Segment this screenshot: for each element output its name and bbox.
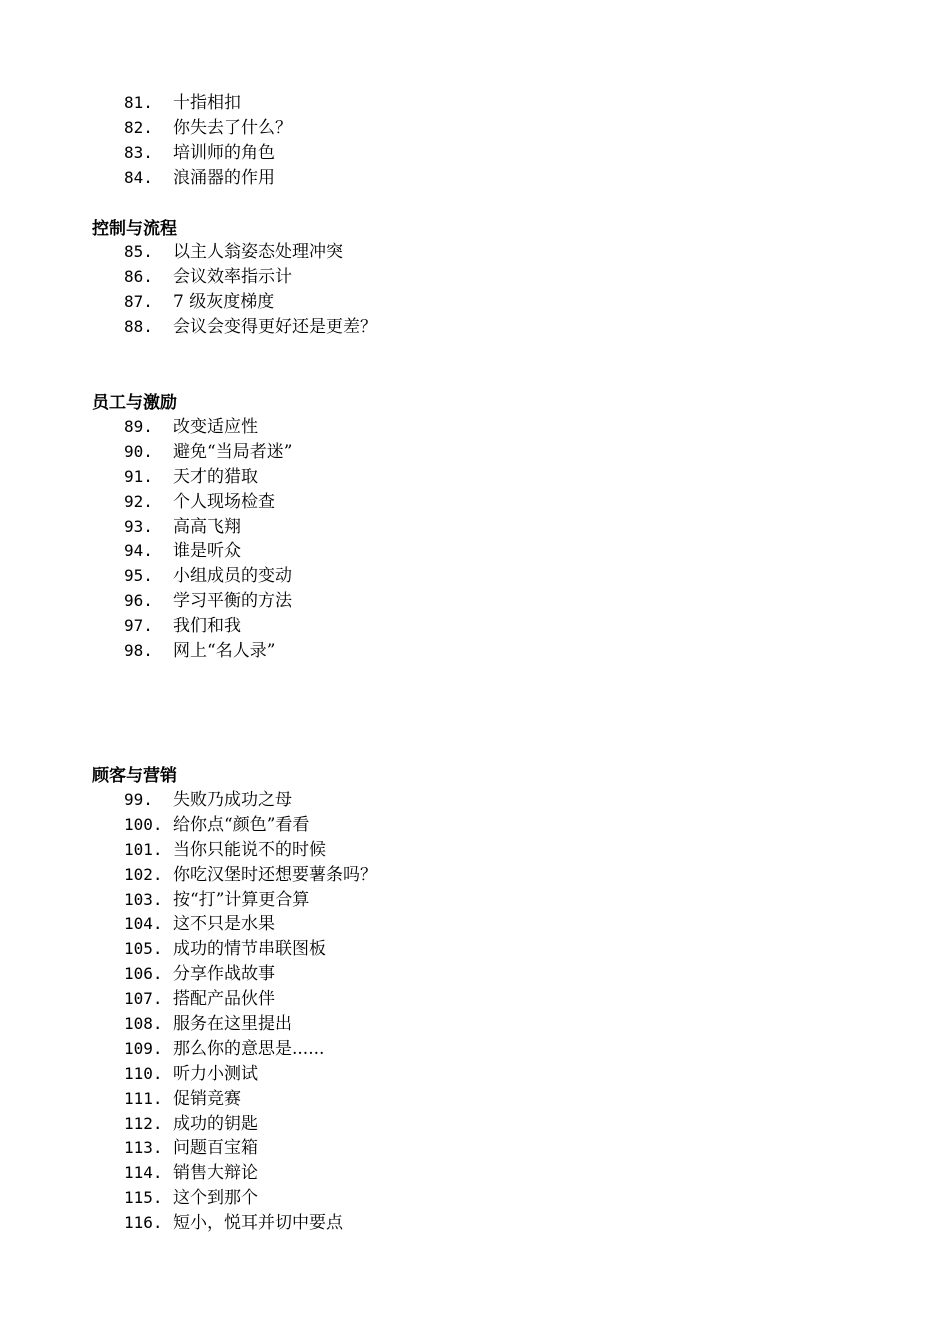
- list-item: [0, 564, 950, 589]
- item-text: 服务在这里提出: [173, 1014, 292, 1035]
- item-text: 这不只是水果: [173, 914, 275, 935]
- item-text: 个人现场检查: [173, 491, 275, 512]
- list-item: [0, 1037, 950, 1062]
- item-number: 86.: [124, 266, 153, 286]
- item-text: 成功的钥匙: [173, 1113, 258, 1134]
- item-number: 97.: [124, 616, 153, 636]
- list-item: [0, 91, 950, 116]
- list-item: [0, 813, 950, 838]
- item-number: 103.: [124, 889, 163, 909]
- list-marketing: [0, 788, 950, 1236]
- list-item: [0, 937, 950, 962]
- item-number: 82.: [124, 117, 153, 137]
- item-text: 会议效率指示计: [173, 266, 292, 287]
- item-number: 114.: [124, 1163, 163, 1183]
- item-number: 101.: [124, 839, 163, 859]
- item-number: 90.: [124, 441, 153, 461]
- item-number: 112.: [124, 1113, 163, 1133]
- item-number: 105.: [124, 939, 163, 959]
- item-text: 小组成员的变动: [173, 566, 292, 587]
- item-text: 天才的猎取: [173, 466, 258, 487]
- item-text: 促销竞赛: [173, 1088, 241, 1109]
- list-staff: [0, 415, 950, 664]
- list-item: [0, 265, 950, 290]
- item-text: 学习平衡的方法: [173, 591, 292, 612]
- item-number: 115.: [124, 1188, 163, 1208]
- item-number: 107.: [124, 989, 163, 1009]
- item-text: 避免“当局者迷”: [173, 441, 293, 462]
- list-item: [0, 490, 950, 515]
- list-item: [0, 315, 950, 340]
- item-number: 99.: [124, 790, 153, 809]
- item-number: 116.: [124, 1213, 163, 1233]
- item-text: 这个到那个: [173, 1188, 258, 1209]
- section-heading-staff: 员工与激励: [92, 393, 177, 413]
- item-number: 89.: [124, 417, 153, 436]
- list-item: [0, 1136, 950, 1161]
- section-heading-control: 控制与流程: [92, 219, 177, 239]
- list-item: [0, 465, 950, 490]
- list-item: [0, 440, 950, 465]
- list-item: [0, 515, 950, 540]
- list-item: [0, 415, 950, 440]
- list-item: [0, 788, 950, 813]
- list-item: [0, 1161, 950, 1186]
- section-heading-marketing: 顾客与营销: [92, 766, 177, 786]
- item-text: 十指相扣: [173, 93, 241, 113]
- item-text: 改变适应性: [173, 417, 258, 437]
- list-top: [0, 91, 950, 191]
- list-item: [0, 863, 950, 888]
- list-item: [0, 589, 950, 614]
- list-item: [0, 912, 950, 937]
- item-number: 113.: [124, 1138, 163, 1158]
- item-number: 108.: [124, 1014, 163, 1034]
- item-text: 高高飞翔: [173, 516, 241, 537]
- list-item: [0, 240, 950, 265]
- list-item: [0, 1012, 950, 1037]
- item-text: 浪涌器的作用: [173, 167, 275, 188]
- item-text: 听力小测试: [173, 1063, 258, 1084]
- item-number: 95.: [124, 566, 153, 586]
- item-number: 85.: [124, 242, 153, 261]
- item-number: 106.: [124, 964, 163, 984]
- item-number: 98.: [124, 641, 153, 661]
- list-item: [0, 1112, 950, 1137]
- item-text: 短小，悦耳并切中要点: [173, 1213, 343, 1234]
- item-text: 谁是听众: [173, 541, 241, 562]
- item-text: 成功的情节串联图板: [173, 939, 326, 960]
- item-number: 109.: [124, 1038, 163, 1058]
- item-text: 以主人翁姿态处理冲突: [173, 242, 343, 262]
- list-item: [0, 166, 950, 191]
- item-number: 83.: [124, 142, 153, 162]
- item-number: 102.: [124, 864, 163, 884]
- item-number: 81.: [124, 93, 153, 112]
- item-text: 你失去了什么？: [173, 117, 292, 138]
- item-number: 92.: [124, 491, 153, 511]
- item-text: 培训师的角色: [173, 142, 275, 163]
- item-text: 销售大辩论: [173, 1163, 258, 1184]
- list-item: [0, 539, 950, 564]
- item-text: 我们和我: [173, 616, 241, 637]
- item-text: 失败乃成功之母: [173, 790, 292, 810]
- item-text: 当你只能说不的时候: [173, 839, 326, 860]
- list-item: [0, 639, 950, 664]
- list-item: [0, 1186, 950, 1211]
- item-number: 104.: [124, 914, 163, 934]
- list-item: [0, 1062, 950, 1087]
- item-number: 111.: [124, 1088, 163, 1108]
- item-number: 93.: [124, 516, 153, 536]
- list-item: [0, 614, 950, 639]
- item-number: 100.: [124, 814, 163, 834]
- item-number: 88.: [124, 316, 153, 336]
- item-number: 94.: [124, 541, 153, 561]
- item-number: 84.: [124, 167, 153, 187]
- list-item: [0, 888, 950, 913]
- item-text: 分享作战故事: [173, 964, 275, 985]
- item-text: 网上“名人录”: [173, 641, 276, 662]
- list-item: [0, 962, 950, 987]
- item-text: 7 级灰度梯度: [173, 291, 275, 312]
- list-item: [0, 1087, 950, 1112]
- item-text: 按“打”计算更合算: [173, 889, 310, 910]
- item-text: 给你点“颜色”看看: [173, 814, 310, 835]
- list-item: [0, 116, 950, 141]
- list-item: [0, 838, 950, 863]
- item-text: 搭配产品伙伴: [173, 989, 275, 1010]
- item-number: 96.: [124, 591, 153, 611]
- item-text: 会议会变得更好还是更差？: [173, 316, 377, 337]
- item-number: 91.: [124, 466, 153, 486]
- list-item: [0, 987, 950, 1012]
- item-text: 你吃汉堡时还想要薯条吗？: [173, 864, 377, 885]
- item-number: 110.: [124, 1063, 163, 1083]
- list-item: [0, 1211, 950, 1236]
- list-item: [0, 141, 950, 166]
- item-text: 那么你的意思是......: [173, 1038, 325, 1059]
- list-control: [0, 240, 950, 340]
- item-number: 87.: [124, 291, 153, 311]
- item-text: 问题百宝箱: [173, 1138, 258, 1159]
- list-item: [0, 290, 950, 315]
